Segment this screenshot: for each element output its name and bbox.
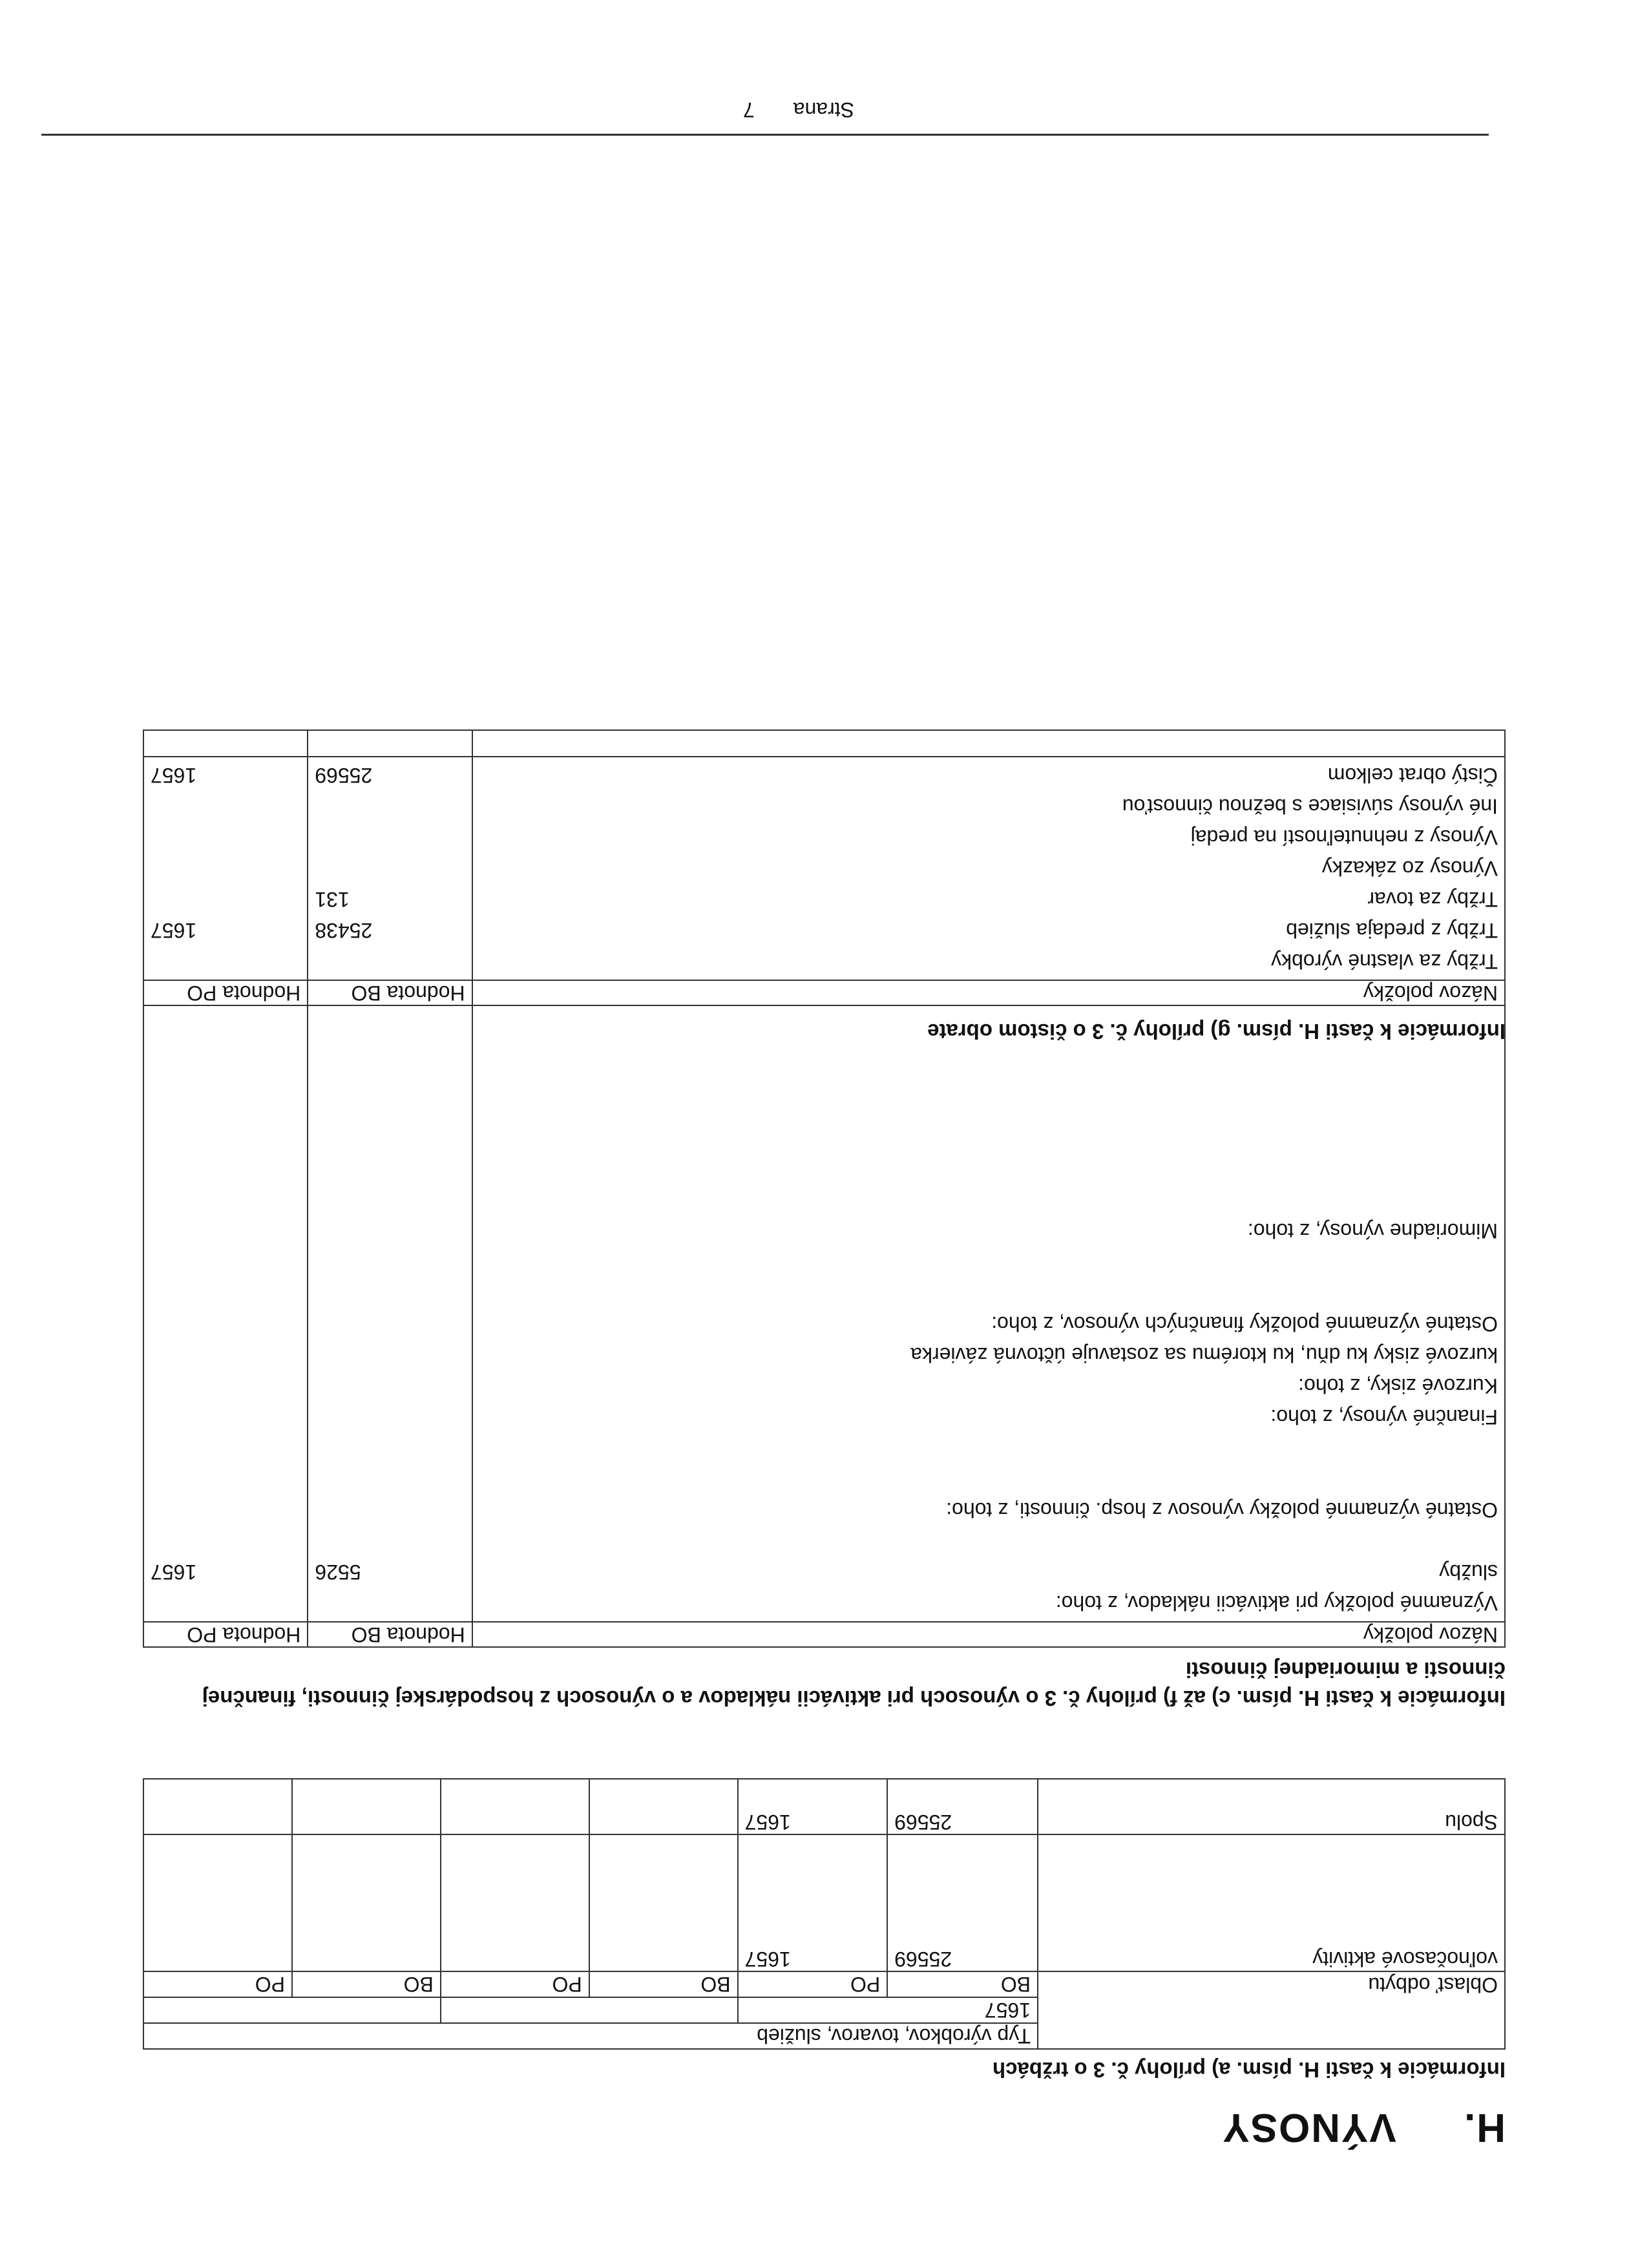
section2-title: Informácie k časti H. písm. c) až f) prílohy č. 3 o výnosoch pri aktivácii nákladov a o výnosoch z hospodárskej činnosti, finančnej činnosti a mimoriadnej činnosti	[202, 1658, 1506, 1710]
col-label: PO	[441, 1971, 589, 1997]
item-po	[151, 884, 300, 915]
col-label: PO	[738, 1971, 888, 1997]
net-turnover-table	[143, 756, 1506, 1006]
cell	[292, 1779, 441, 1834]
section1-title: Informácie k časti H. písm. a) prílohy č. 3 o tržbách	[992, 2058, 1506, 2082]
product-type-code: 1657	[738, 1997, 1038, 2023]
item-name: Čistý obrat celkom	[1327, 764, 1498, 787]
sales-table-blank	[1038, 1997, 1505, 2049]
row-label: Spolu	[1038, 1779, 1505, 1834]
col-header-bo: Hodnota BO	[308, 980, 472, 1005]
line-ostatne-fin: Ostatné významné položky finančných výnosov, z toho:	[991, 1312, 1498, 1336]
cell	[441, 1834, 589, 1971]
page-number: 7	[742, 98, 755, 121]
table-row	[143, 1834, 1505, 1971]
item-name: Tržby za vlastné výrobky	[1271, 950, 1498, 973]
cell: 1657	[738, 1779, 888, 1834]
product-type-cell	[143, 1997, 441, 2023]
item-po: 1657	[151, 919, 197, 942]
item-name: Tržby z predaja služieb	[1286, 919, 1498, 942]
item-po	[151, 853, 300, 884]
col-label: BO	[292, 1971, 441, 1997]
item-po: 1657	[151, 764, 197, 787]
po-cell	[143, 757, 308, 980]
page-footer	[704, 98, 854, 121]
item-bo: 25569	[315, 764, 373, 787]
footer-label: Strana	[793, 98, 854, 121]
heading-number: H.	[1463, 2105, 1506, 2150]
line-ostatne-hosp: Ostatné významné položky výnosov z hosp. činnosti, z toho:	[946, 1498, 1498, 1522]
product-type-header: Typ výrobkov, tovarov, služieb	[143, 2023, 1038, 2049]
cell	[143, 1779, 292, 1834]
line-financne: Finančné výnosy, z toho:	[1270, 1405, 1498, 1429]
col-header-bo: Hodnota BO	[308, 1622, 472, 1647]
line-kurzove: Kurzové zisky, z toho:	[1298, 1374, 1498, 1398]
items-cell	[472, 757, 1505, 980]
table-row	[143, 1779, 1505, 1834]
item-po	[151, 822, 300, 853]
sales-table	[143, 1778, 1506, 2050]
cell	[589, 1834, 738, 1971]
line-sluzby: služby	[1439, 1560, 1498, 1584]
cell: 25569	[887, 1834, 1038, 1971]
col-label: BO	[589, 1971, 738, 1997]
col-label: PO	[143, 1971, 292, 1997]
cell	[143, 1834, 292, 1971]
sluzby-po: 1657	[151, 1560, 197, 1584]
item-bo: 131	[315, 888, 350, 911]
col-header-po: Hodnota PO	[143, 980, 308, 1005]
item-bo: 25438	[315, 919, 373, 942]
item-bo	[315, 822, 465, 853]
line-aktivacia: Významné položky pri aktivácii nákladov, z toho:	[1055, 1591, 1498, 1615]
item-name: Iné výnosy súvisiace s bežnou činnosťou	[1122, 795, 1498, 818]
col-label: BO	[887, 1971, 1038, 1997]
item-name: Výnosy z nehnuteľností na predaj	[1190, 826, 1498, 849]
cell	[441, 1779, 589, 1834]
bo-cell	[308, 757, 472, 980]
col-header-name: Názov položky	[472, 1622, 1505, 1647]
item-name: Výnosy zo zákazky	[1321, 857, 1498, 880]
item-po	[151, 791, 300, 822]
item-name: Tržby za tovar	[1367, 888, 1498, 911]
heading-title: VÝNOSY	[1221, 2105, 1396, 2150]
area-header: Oblasť odbytu	[1038, 1971, 1505, 1997]
sluzby-bo: 5526	[315, 1560, 361, 1584]
item-bo	[315, 791, 465, 822]
cell	[589, 1779, 738, 1834]
section-heading	[1221, 2105, 1506, 2150]
product-type-cell	[441, 1997, 738, 2023]
line-mimoriadne: Mimoriadne výnosy, z toho:	[1247, 1219, 1498, 1243]
footer-divider	[41, 134, 1489, 136]
item-bo	[315, 853, 465, 884]
line-kurzove-den: kurzové zisky ku dňu, ku ktorému sa zostavuje účtovná závierka	[910, 1343, 1498, 1367]
item-po	[151, 946, 300, 977]
cell: 1657	[738, 1834, 888, 1971]
row-label: voľnočasové aktivity	[1038, 1834, 1505, 1971]
cell	[292, 1834, 441, 1971]
item-bo	[315, 946, 465, 977]
cell: 25569	[887, 1779, 1038, 1834]
col-header-po: Hodnota PO	[143, 1622, 308, 1647]
section3-title: Informácie k časti H. písm. g) prílohy č. 3 o čistom obrate	[927, 1020, 1506, 1044]
col-header-name: Názov položky	[472, 980, 1505, 1005]
